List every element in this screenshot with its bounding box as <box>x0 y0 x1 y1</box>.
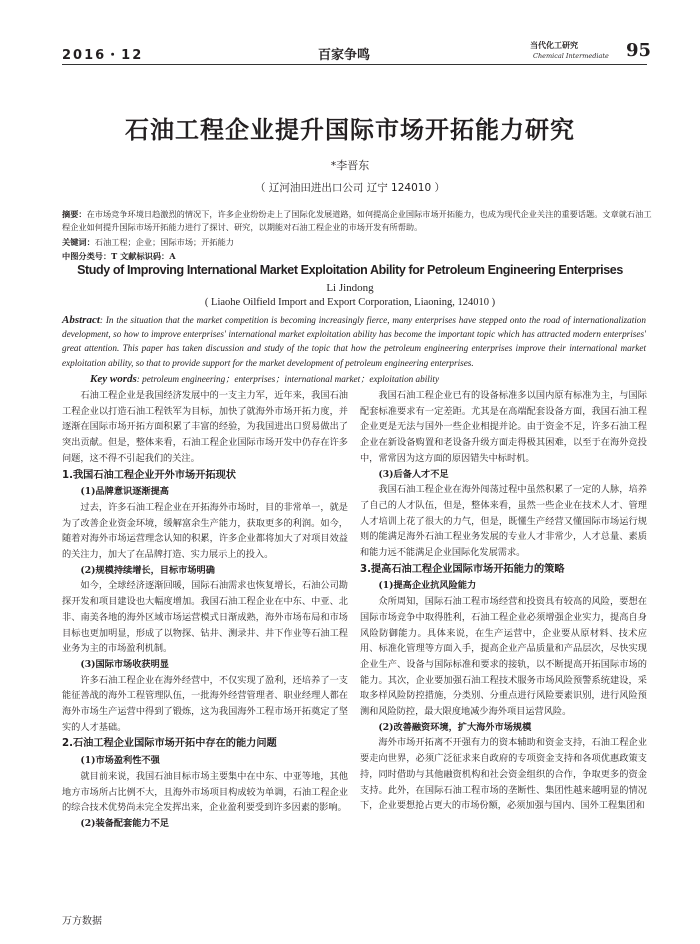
author-en: Li Jindong <box>326 282 374 294</box>
paragraph: 过去，许多石油工程企业在开拓海外市场时，目的非常单一，就是为了改善企业资金环境，缓解富余生产能力，获取更多的利润。如今，随着对海外市场运营理念认知的积累，许多企业都将加大了对项目效益的关注力，加大了在品牌打造、实力展示上的投入。 <box>62 501 348 561</box>
paragraph: 石油工程企业是我国经济发展中的一支主力军，近年来，我国石油工程企业以打造石油工程铁军为目标，加快了就海外市场开拓力度，并逐渐在国际市场开拓方面积累了丰富的经验，为我国进出口贸易做出了突出贡献。但是，整体来看，石油工程企业国际市场开发中仍存在许多问题，这不得不引起我们的关注。 <box>62 390 348 464</box>
paragraph: 海外市场开拓离不开强有力的资本辅助和资金支持，石油工程企业要走向世界，必须广泛征求来自政府的专项资金支持和各项优惠政策支持，同时借助与其他融资机构和社会资金组织的合作，争取更多的资金支持。此外，在国际石油工程市场的垄断性、集团性越来越明显的情况下，企业要想抢占更大的市场份额，必须加强与国内、国外工程集团和 <box>360 737 647 812</box>
body-column-right <box>360 388 647 814</box>
keywords-cn <box>62 237 234 248</box>
subsection-heading: (2)规模持续增长，目标市场明确 <box>80 564 215 576</box>
keywords-en-text: : petroleum engineering；enterprises；international market；exploitation ability <box>136 374 440 384</box>
subsection-heading: (1)品牌意识逐渐提高 <box>80 486 169 498</box>
keywords-en-label: Key words <box>90 373 137 385</box>
article-title-en: Study of Improving International Market Exploitation Ability for Petroleum Engineering Enterprises <box>77 263 623 277</box>
section-heading: 1.我国石油工程企业开外市场开拓现状 <box>62 469 236 481</box>
abstract-en-label: Abstract <box>62 314 100 326</box>
paragraph: 如今，全球经济逐渐回暖，国际石油需求也恢复增长，石油公司勘探开发和项目建设也大幅度增加。我国石油工程企业在中东、中亚、北非、南美各地的海外区域市场运营模式日渐成熟，海外市场布局和市场目标也更加明显，形成了以物探、钻井、测录井、井下作业等石油工程业务为主的市场盈利机制。 <box>62 580 348 655</box>
keywords-en <box>90 371 439 385</box>
issue-date: 2016・12 <box>62 48 144 63</box>
abstract-cn <box>62 208 652 234</box>
keywords-cn-text: 石油工程；企业；国际市场；开拓能力 <box>94 237 234 247</box>
paragraph: 许多石油工程企业在海外经营中，不仅实现了盈利，还培养了一支能征善战的海外工程管理队伍，一批海外经营管理者、职业经理人都在海外市场生产运营中得到了锻炼，这为我国海外工程市场开拓奠定了坚实的人才基础。 <box>62 674 348 733</box>
affiliation-en: ( Liaohe Oilfield Import and Export Corporation, Liaoning, 124010 ) <box>204 297 496 308</box>
classification-line: 中图分类号：T 文献标识码：A <box>62 251 176 261</box>
subsection-heading: (3)后备人才不足 <box>378 468 449 480</box>
paragraph: 就目前来说，我国石油目标市场主要集中在中东、中亚等地，其他地方市场所占比例不大，且海外市场项目构成较为单调，石油工程企业的综合技术优势尚未完全发挥出来，企业盈利要受到许多因素的影响。 <box>62 770 348 814</box>
body-column-left <box>62 388 348 832</box>
author-cn: *李晋东 <box>330 159 370 172</box>
subsection-heading: (1)提高企业抗风险能力 <box>378 580 477 592</box>
header-rule <box>62 64 647 65</box>
paragraph: 我国石油工程企业在海外闯荡过程中虽然积累了一定的人脉，培养了自己的人才队伍，但是，整体来看，虽然一些企业在技术人才、管理人才培训上花了很大的力气，但是，既懂生产经营又懂国际市场运行规则的能满足海外石油工程业务发展的专业人才非常少，人才总量、素质和能力远不能满足企业国际化发展需求。 <box>360 484 647 559</box>
abstract-en <box>62 313 646 370</box>
affiliation-cn: （ 辽河油田进出口公司 辽宁 124010 ） <box>255 182 445 194</box>
abstract-cn-label: 摘要： <box>62 209 87 219</box>
footer-source: 万方数据 <box>62 916 102 927</box>
article-title-cn: 石油工程企业提升国际市场开拓能力研究 <box>125 116 575 144</box>
abstract-cn-text: 在市场竞争环境日趋激烈的情况下，许多企业纷纷走上了国际化发展道路，如何提高企业国际市场开拓能力，也成为现代企业关注的重要话题。文章就石油工程企业如何提升国际市场开拓能力进行了探讨、研究，以期能对石油工程企业的市场开发有所帮助。 <box>62 209 652 232</box>
journal-name-en: Chemical Intermediate <box>533 52 609 60</box>
section-title: 百家争鸣 <box>318 48 371 63</box>
abstract-en-text: : In the situation that the market competition is becoming increasingly fierce, many enterprises have stepped onto the road of internationalization development, so how to improve enterprises' international market exploitation ability has become the important topic which has attracted modern enterprises' great attention. This paper has taken discussion and study of the topic that how the petroleum engineering enterprises improve their international market exploitation ability, so that to provide support for the market development of petroleum engineering enterprises. <box>62 315 646 368</box>
subsection-heading: (2)改善融资环境，扩大海外市场规模 <box>378 721 532 733</box>
keywords-cn-label: 关键词： <box>62 237 95 247</box>
subsection-heading: (3)国际市场收获明显 <box>80 658 169 670</box>
paragraph: 众所周知，国际石油工程市场经营和投资具有较高的风险，要想在国际市场竞争中取得胜利，石油工程企业必须增强企业实力，提高自身风险防御能力。具体来说，在生产运营中，企业要从原材料、技术应用、标准化管理等方面入手，提高企业产品质量和产品层次，尽快实现企业生产、设备与国际标准和要求的接轨，以不断提高开拓国际市场的能力。其次，企业要加强石油工程技术服务市场风险预警系统建设，采取多样风险防控措施，分类别、分重点进行风险要素识别，进行风险预测和风险防控，最大限度地减少海外项目运营风险。 <box>360 596 647 718</box>
journal-name-cn: 当代化工研究 <box>530 41 578 50</box>
page-number: 95 <box>626 40 652 61</box>
paragraph: 我国石油工程企业已有的设备标准多以国内原有标准为主，与国际配套标准要求有一定差距。尤其是在高端配套设备方面，我国石油工程企业更是无法与国外一些企业相提并论。由于资金不足，许多石油工程企业在新设备购置和老设备升级方面走得极其困难，以至于在海外竞投中，常常因为这方面的原因错失中标时机。 <box>360 390 647 464</box>
subsection-heading: (2)装备配套能力不足 <box>80 817 169 829</box>
section-heading: 2.石油工程企业国际市场开拓中存在的能力问题 <box>62 738 277 750</box>
subsection-heading: (1)市场盈利性不强 <box>80 755 160 767</box>
section-heading: 3.提高石油工程企业国际市场开拓能力的策略 <box>360 563 565 575</box>
